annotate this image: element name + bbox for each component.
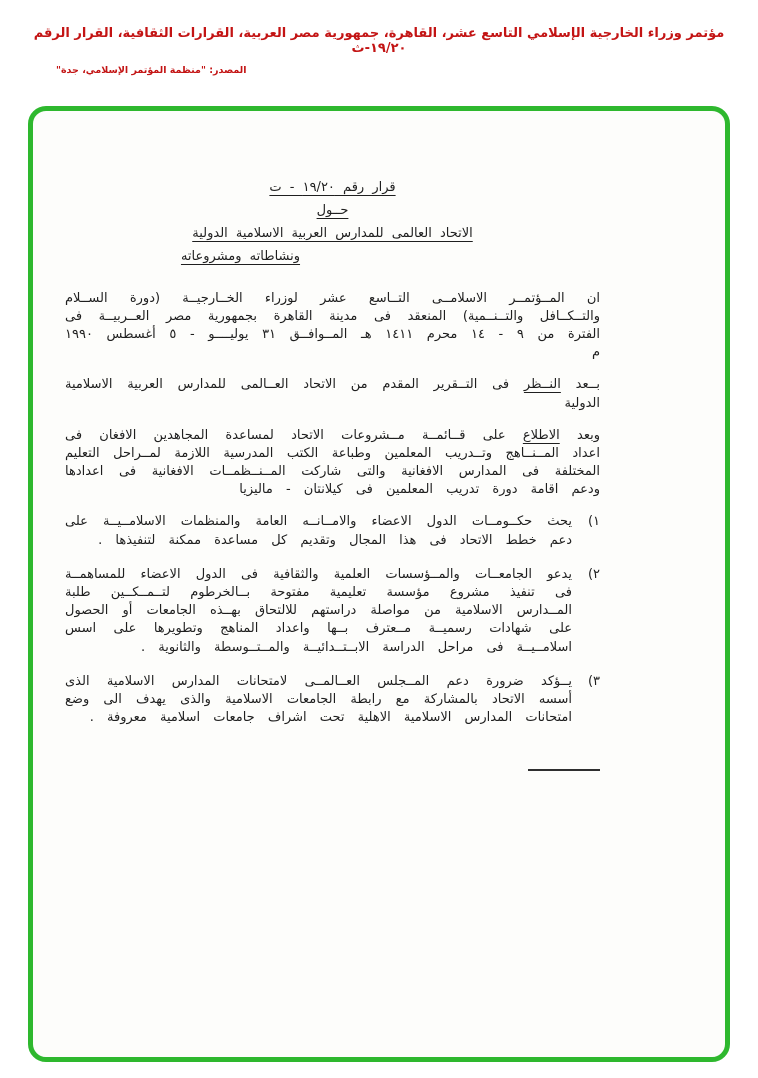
p3-rest: على قــائمــة مــشروعات الاتحاد لمساعدة المجاهدين الافغان فى اعداد المــنــاهج وتــدريب المعلمين وطباعة الكتب المدرسية اللازمة لمــراحل التعليم المختلفة فى المدارس الافغانية والتى شاركت المــنــظمــات الافغانية فى اعدادها ودعم اقامة دورة تدريب المعلمين فى كيلانتان - ماليزيا <box>65 427 600 498</box>
paragraph-after-review <box>65 376 600 412</box>
preamble-text: ان المــؤتمــر الاسلامــى التــاسع عشر لوزراء الخــارجيــة (دورة الســلام والتــكــافل والتــنــمية) المنعقد فى مدينة القاهرة بجمهورية مصر العــربيــة فى الفترة من ٩ - ١٤ محرم ١٤١١ هـ المــوافــق ٣١ يوليــــو - ٥ أغسطس ١٩٩٠ م <box>65 290 600 361</box>
scan-frame <box>28 106 730 1062</box>
title-line-4-text: ونشاطاته ومشروعاته <box>180 249 301 265</box>
end-of-document-divider <box>528 769 600 771</box>
item-1-number: ١) <box>587 514 600 530</box>
item-2-number: ٢) <box>587 566 600 582</box>
item-3-text: يــؤكد ضرورة دعم المــجلس العــالمــى لامتحانات المدارس الاسلامية الذى أسسه الاتحاد بالمشاركة مع رابطة الجامعات الاسلامية والذى يهدف الى وضع امتحانات المدارس الاسلامية الاهلية تحت اشراف جامعات اسلامية معروفة . <box>65 673 572 726</box>
resolution-title <box>65 178 600 268</box>
title-line-1-text: قرار رقم ١٩/٢٠ - ت <box>269 180 396 195</box>
resolution-item-1 <box>65 513 600 549</box>
page-header <box>0 0 758 76</box>
scanned-document <box>65 178 600 771</box>
header-source: المصدر: "منظمة المؤتمر الإسلامي، جدة" <box>56 65 247 76</box>
resolution-items <box>65 513 600 727</box>
p2-underlined-word: النــظر <box>523 377 561 393</box>
title-line-3-text: الاتحاد العالمى للمدارس العربية الاسلامية الدولية <box>192 226 473 242</box>
resolution-item-2 <box>65 566 600 657</box>
p3-underlined-word: الاطلاع <box>522 427 560 443</box>
p3-prefix: وبعد <box>577 427 600 443</box>
paragraph-after-reading <box>65 427 600 500</box>
title-line-4 <box>0 247 508 267</box>
header-title: مؤتمر وزراء الخارجية الإسلامي التاسع عشر، القاهرة، جمهورية مصر العربية، القرارات الثقافية، القرار الرقم ١٩/٢٠-ث <box>33 26 725 56</box>
item-2-text: يدعو الجامعــات والمــؤسسات العلمية والثقافية فى الدول الاعضاء للمساهمــة فى تنفيذ مشروع مؤسسة تعليمية مفتوحة بــالخرطوم لتــمــكــين طلبة المــدارس الاسلامية من مواصلة دراستهم للالتحاق بهــذه الجامعات أو الحصول على شهادات رسميــة مــعترف بــها واعداد المناهج وتطويرها على اسس اسلامــيــة فى مراحل الدراسة الابــتــدائيــة والمــتــوسطة والثانوية . <box>65 566 572 655</box>
item-3-number: ٣) <box>587 673 600 689</box>
resolution-item-3 <box>65 673 600 728</box>
title-line-1 <box>65 178 600 198</box>
item-1-text: يحث حكــومــات الدول الاعضاء والامــانــه العامة والمنظمات الاسلامــيــة على دعم خطط الاتحاد فى هذا المجال وتقديم كل مساعدة ممكنة لتنفيذها . <box>65 514 572 548</box>
title-line-3 <box>65 224 600 244</box>
paragraph-preamble <box>65 290 600 363</box>
title-line-2-text: حــول <box>316 203 349 219</box>
title-line-2 <box>65 201 600 221</box>
p2-rest: فى التــقرير المقدم من الاتحاد العــالمى للمدارس العربية الاسلامية الدولية <box>65 377 600 411</box>
p2-prefix: بــعد <box>575 377 600 393</box>
